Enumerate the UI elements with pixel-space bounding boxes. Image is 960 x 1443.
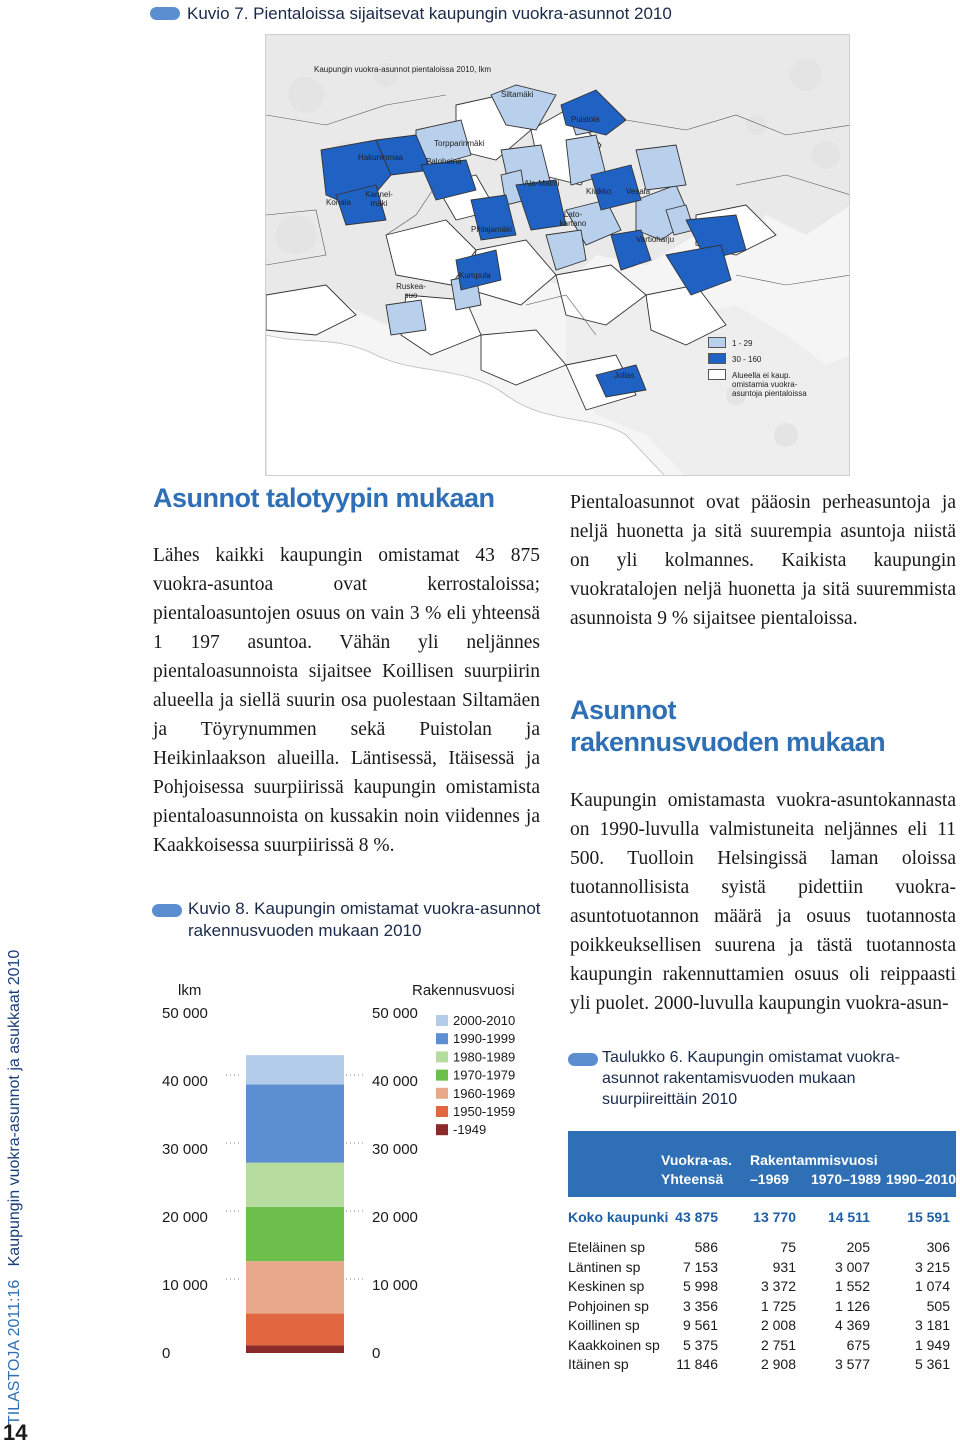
y-tick-label-right: 50 000 <box>372 1005 418 1022</box>
legend-swatch <box>436 1051 448 1062</box>
bar-segment <box>246 1261 344 1313</box>
right-paragraph-2: Kaupungin omistamasta vuokra-asuntokannasta on 1990-luvulla valmistuneita neljännes eli 11 500. Tuolloin Helsingissä laman oloissa tuotannollisista syistä pidettiin vuokra-asuntotuotannon määrä ja osuus tuotannosta poikkeuksellisen suurena ja tästä tuotannosta kaupungin rakennuttamien osuus oli reippaasti yli puolet. 2000-luvulla kaupungin vuokra-asun- <box>570 790 956 1014</box>
table6-caption <box>602 1047 942 1110</box>
row-v3: 675 <box>846 1336 870 1353</box>
caption-marker <box>152 904 182 917</box>
figure7-caption <box>187 3 672 25</box>
map-label-ruskeasuo: Ruskea- suo <box>396 282 426 300</box>
row-v4: 3 181 <box>914 1317 950 1333</box>
row-label: Läntinen sp <box>568 1258 641 1275</box>
y-tick-label-left: 50 000 <box>162 1005 208 1022</box>
table-row <box>568 1317 956 1337</box>
section2-heading: Asunnot rakennusvuoden mukaan <box>570 695 886 757</box>
legend-swatch <box>436 1033 448 1044</box>
map-label-vesala: Vesala <box>626 187 651 196</box>
table-row <box>568 1259 956 1279</box>
map-label-ala-malmi: Ala-Malmi <box>524 179 560 188</box>
row-v3: 1 126 <box>834 1297 870 1314</box>
row-v2: 2 751 <box>760 1336 796 1353</box>
row-v3: 4 369 <box>834 1317 870 1333</box>
legend-label-low: 1 - 29 <box>732 339 753 348</box>
row-v1: 5 375 <box>682 1336 718 1353</box>
figure8-caption <box>188 898 548 942</box>
total-v1: 43 875 <box>675 1209 718 1225</box>
row-label: Eteläinen sp <box>568 1239 646 1255</box>
section1-heading: Asunnot talotyypin mukaan <box>153 483 495 513</box>
legend-label-none: Alueella ei kaup. omistamia vuokra-asuntoja pientaloissa <box>732 371 807 398</box>
map-label-siltamaki: Siltamäki <box>501 90 534 99</box>
legend-swatch <box>436 1124 448 1135</box>
row-v1: 586 <box>694 1239 718 1255</box>
figure7-label: Kuvio 7. <box>187 4 249 23</box>
row-v3: 205 <box>846 1239 870 1255</box>
header-col1-line1: Vuokra-as. <box>661 1152 733 1168</box>
sidebar-title: Kaupungin vuokra-asunnot ja asukkaat 2010 <box>6 949 23 1267</box>
y-tick-label-left: 40 000 <box>162 1073 208 1090</box>
legend-label: -1949 <box>453 1122 487 1138</box>
header-col1-line2: Yhteensä <box>661 1171 724 1187</box>
table-row <box>568 1298 956 1318</box>
y-tick-label-right: 20 000 <box>372 1209 418 1226</box>
row-v2: 2 908 <box>760 1356 796 1372</box>
map-label-konala: Konala <box>326 198 351 207</box>
table-total-row <box>568 1197 956 1231</box>
row-v4: 5 361 <box>914 1356 950 1372</box>
row-v1: 9 561 <box>682 1317 718 1333</box>
map-label-puistola: Puistola <box>571 115 600 124</box>
row-v2: 2 008 <box>760 1317 796 1333</box>
row-v3: 3 007 <box>834 1258 870 1275</box>
table-header <box>568 1131 956 1197</box>
figure7-title: Pientaloissa sijaitsevat kaupungin vuokra-asunnot 2010 <box>253 4 672 23</box>
row-v3: 3 577 <box>834 1356 870 1372</box>
data-table <box>568 1131 956 1376</box>
row-label: Keskinen sp <box>568 1278 645 1294</box>
chart-ylabel: lkm <box>178 982 202 999</box>
row-v4: 505 <box>926 1297 950 1314</box>
caption-marker <box>150 7 180 20</box>
row-v4: 1 949 <box>914 1336 950 1353</box>
map-label-kannelmaki: Kannel- mäki <box>365 190 393 208</box>
y-tick-label-right: 30 000 <box>372 1141 418 1158</box>
row-v2: 3 372 <box>760 1278 796 1294</box>
sidebar-series: TILASTOJA 2011:16 <box>6 1279 23 1425</box>
row-v4: 306 <box>926 1239 950 1255</box>
row-v2: 1 725 <box>760 1297 796 1314</box>
right-paragraph-1: Pientaloasunnot ovat pääosin perheasuntoja ja neljä huonetta ja sitä suurempia asuntoja niistä on yli kolmannes. Kaikista kaupungin vuokratalojen neljä huonetta ja sitä suuremmista asunnoista 9 % sijaitsee pientaloissa. <box>570 492 956 629</box>
y-tick-label-left: 20 000 <box>162 1209 208 1226</box>
sidebar-running-title <box>6 950 24 1425</box>
page-number: 14 <box>3 1420 28 1443</box>
y-tick-label-right: 10 000 <box>372 1277 418 1294</box>
map-label-jollas: Jollas <box>614 371 635 380</box>
row-v1: 3 356 <box>682 1297 718 1314</box>
y-tick-label-left: 30 000 <box>162 1141 208 1158</box>
legend-swatch-none <box>708 369 726 380</box>
bar-segment <box>246 1084 344 1162</box>
header-col3: 1970–1989 <box>811 1171 882 1187</box>
legend-label: 1950-1959 <box>453 1104 516 1119</box>
y-axis-right <box>372 1005 418 1362</box>
header-col2: –1969 <box>750 1171 789 1187</box>
legend-swatch <box>436 1070 448 1081</box>
chart-legend <box>436 1013 515 1137</box>
legend-swatch-low <box>708 337 726 348</box>
row-v4: 3 215 <box>914 1258 950 1275</box>
section1-paragraph: Lähes kaikki kaupungin omistamat 43 875 vuokra-asuntoa ovat kerrostaloissa; pientaloasuntojen osuus on vain 3 % eli yhteensä 1 197 asuntoa. Vähän yli neljännes pientaloasunnoista sijaitsee Koillisen suurpiirin alueella ja siellä suurin osa puolestaan Siltamäen ja Töyrynummen sekä Puistolan ja Heikinlaakson alueilla. Läntisessä, Itäisessä ja Pohjoisessa suurpiirissä kaupungin omistamista pientaloasunnoista on kussakin noin viidennes ja Kaakkoisessa suurpiirissä 8 %. <box>153 545 540 856</box>
legend-swatch <box>436 1106 448 1117</box>
row-v1: 7 153 <box>682 1258 718 1275</box>
bar-segment <box>246 1346 344 1353</box>
map-label-paloheina: Paloheinä <box>426 157 462 166</box>
row-label: Kaakkoinen sp <box>568 1336 660 1353</box>
row-v2: 75 <box>780 1239 796 1255</box>
y-tick-label-left: 0 <box>162 1345 171 1362</box>
row-label: Pohjoinen sp <box>568 1297 649 1314</box>
total-label: Koko kaupunki <box>568 1209 669 1225</box>
bar-segment <box>246 1055 344 1084</box>
table6-title: Kaupungin omistamat vuokra-asunnot rakentamisvuoden mukaan suurpiireittäin 2010 <box>602 1049 900 1108</box>
row-v3: 1 552 <box>834 1278 870 1294</box>
map-label-kivikko: Kivikko <box>586 187 612 196</box>
total-v4: 15 591 <box>907 1209 950 1225</box>
row-v1: 5 998 <box>682 1278 718 1294</box>
map-label-latokartano: Lato- kartano <box>559 210 587 228</box>
header-group: Rakentammisvuosi <box>750 1152 878 1168</box>
figure8-title: Kaupungin omistamat vuokra-asunnot rakennusvuoden mukaan 2010 <box>188 899 541 940</box>
district-map <box>265 34 850 476</box>
legend-label: 1980-1989 <box>453 1049 516 1065</box>
legend-label-high: 30 - 160 <box>732 355 762 364</box>
legend-swatch-high <box>708 353 726 364</box>
table-row <box>568 1356 956 1376</box>
table-row <box>568 1337 956 1357</box>
map-label-hakuninmaa: Hakuninmaa <box>358 153 403 162</box>
total-v3: 14 511 <box>827 1209 870 1225</box>
row-v4: 1 074 <box>914 1278 950 1294</box>
legend-swatch <box>436 1088 448 1099</box>
row-v2: 931 <box>772 1258 796 1275</box>
bar-segment <box>246 1163 344 1207</box>
legend-label: 1960-1969 <box>453 1085 516 1101</box>
legend-label: 1990-1999 <box>453 1031 516 1047</box>
map-label-vartioharju: Vartioharju <box>636 235 675 244</box>
row-label: Itäinen sp <box>568 1356 629 1372</box>
table-row <box>568 1278 956 1298</box>
y-tick-label-right: 0 <box>372 1345 381 1362</box>
caption-marker <box>568 1053 598 1066</box>
bar-segment <box>246 1314 344 1346</box>
table-row <box>568 1239 956 1259</box>
table6-label: Taulukko 6. <box>602 1049 683 1066</box>
bar-segment <box>246 1207 344 1261</box>
row-label: Koillinen sp <box>568 1317 640 1333</box>
figure8-label: Kuvio 8. <box>188 899 250 918</box>
legend-label: 2000-2010 <box>453 1013 516 1028</box>
table-body <box>568 1239 956 1376</box>
map-label-pihlajamaki: Pihlajamäki <box>471 225 512 234</box>
y-tick-label-left: 10 000 <box>162 1277 208 1294</box>
map-title: Kaupungin vuokra-asunnot pientaloissa 2010, lkm <box>314 65 492 74</box>
stacked-bar-chart <box>150 975 550 1385</box>
y-tick-label-right: 40 000 <box>372 1073 418 1090</box>
legend-label: 1970-1979 <box>453 1067 516 1083</box>
map-label-torpparinmaki: Torpparinmäki <box>434 139 485 148</box>
chart-legend-title: Rakennusvuosi <box>412 982 515 999</box>
header-col4: 1990–2010 <box>886 1171 957 1187</box>
map-label-kumpula: Kumpula <box>459 271 491 280</box>
y-axis-left <box>162 1005 208 1362</box>
stacked-bar <box>246 1055 344 1353</box>
total-v2: 13 770 <box>753 1209 796 1225</box>
row-v1: 11 846 <box>676 1356 718 1372</box>
map-graphic <box>266 35 850 476</box>
legend-swatch <box>436 1015 448 1026</box>
